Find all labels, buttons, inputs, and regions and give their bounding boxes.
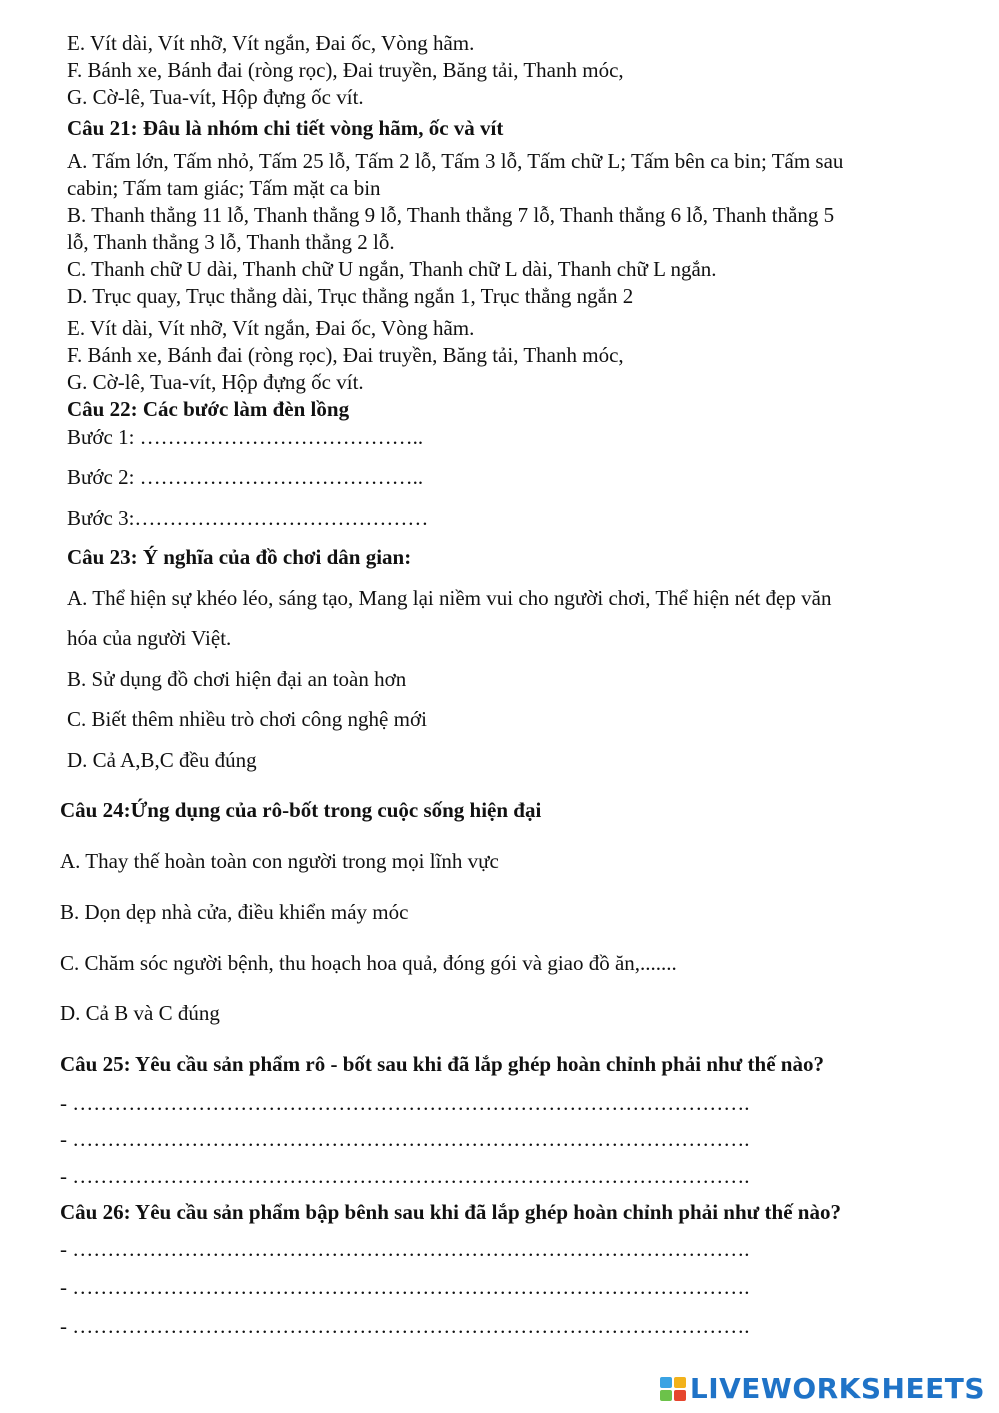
q21-option-d: D. Trục quay, Trục thẳng dài, Trục thẳng ngắn 1, Trục thẳng ngắn 2 [67, 284, 634, 308]
q22-step-1[interactable]: Bước 1: ………………………………….. [67, 425, 424, 449]
logo-text: LIVEWORKSHEETS [689, 1372, 985, 1405]
question-25-title: Câu 25: Yêu cầu sản phẩm rô - bốt sau khi đã lắp ghép hoàn chỉnh phải như thế nào? [60, 1052, 824, 1076]
q21-option-c: C. Thanh chữ U dài, Thanh chữ U ngắn, Thanh chữ L dài, Thanh chữ L ngắn. [67, 257, 717, 281]
q21-option-a: A. Tấm lớn, Tấm nhỏ, Tấm 25 lỗ, Tấm 2 lỗ, Tấm 3 lỗ, Tấm chữ L; Tấm bên ca bin; Tấm sau [67, 149, 844, 173]
logo-square-1 [660, 1377, 672, 1388]
q25-answer-line-3[interactable]: - ……………………………………………………………………………………. [60, 1164, 750, 1188]
q20-option-f: F. Bánh xe, Bánh đai (ròng rọc), Đai truyền, Băng tải, Thanh móc, [67, 58, 624, 82]
logo-square-2 [674, 1377, 686, 1388]
question-21-title: Câu 21: Đâu là nhóm chi tiết vòng hãm, ốc và vít [67, 116, 504, 140]
question-22-title: Câu 22: Các bước làm đèn lồng [67, 397, 350, 421]
q21-option-b: B. Thanh thẳng 11 lỗ, Thanh thẳng 9 lỗ, Thanh thẳng 7 lỗ, Thanh thẳng 6 lỗ, Thanh thẳng 5 [67, 203, 835, 227]
q24-option-a: A. Thay thế hoàn toàn con người trong mọi lĩnh vực [60, 849, 499, 873]
logo-square-3 [660, 1390, 672, 1401]
q23-option-a: A. Thể hiện sự khéo léo, sáng tạo, Mang lại niềm vui cho người chơi, Thể hiện nét đẹp văn [67, 586, 832, 610]
q22-step-2[interactable]: Bước 2: ………………………………….. [67, 465, 424, 489]
q20-option-g: G. Cờ-lê, Tua-vít, Hộp đựng ốc vít. [67, 85, 364, 109]
q21-option-g: G. Cờ-lê, Tua-vít, Hộp đựng ốc vít. [67, 370, 364, 394]
q24-option-b: B. Dọn dẹp nhà cửa, điều khiển máy móc [60, 900, 409, 924]
q23-option-c: C. Biết thêm nhiều trò chơi công nghệ mới [67, 707, 427, 731]
q26-answer-line-3[interactable]: - ……………………………………………………………………………………. [60, 1314, 750, 1338]
q25-answer-line-1[interactable]: - ……………………………………………………………………………………. [60, 1091, 750, 1115]
q22-step-3[interactable]: Bước 3:…………………………………… [67, 506, 429, 530]
q25-answer-line-2[interactable]: - ……………………………………………………………………………………. [60, 1127, 750, 1151]
q21-option-b-cont: lỗ, Thanh thẳng 3 lỗ, Thanh thẳng 2 lỗ. [67, 230, 395, 254]
q24-option-c: C. Chăm sóc người bệnh, thu hoạch hoa quả, đóng gói và giao đồ ăn,....... [60, 951, 677, 975]
q20-option-e: E. Vít dài, Vít nhỡ, Vít ngắn, Đai ốc, Vòng hãm. [67, 31, 475, 55]
logo-square-4 [674, 1390, 686, 1401]
q21-option-a-cont: cabin; Tấm tam giác; Tấm mặt ca bin [67, 176, 381, 200]
q23-option-d: D. Cả A,B,C đều đúng [67, 748, 257, 772]
question-24-title: Câu 24:Ứng dụng của rô-bốt trong cuộc sống hiện đại [60, 798, 542, 822]
q26-answer-line-2[interactable]: - ……………………………………………………………………………………. [60, 1275, 750, 1299]
q21-option-e: E. Vít dài, Vít nhỡ, Vít ngắn, Đai ốc, Vòng hãm. [67, 316, 475, 340]
question-23-title: Câu 23: Ý nghĩa của đồ chơi dân gian: [67, 545, 412, 569]
q24-option-d: D. Cả B và C đúng [60, 1001, 220, 1025]
liveworksheets-logo [660, 1372, 985, 1405]
logo-mark-icon [660, 1377, 686, 1401]
q23-option-b: B. Sử dụng đồ chơi hiện đại an toàn hơn [67, 667, 407, 691]
question-26-title: Câu 26: Yêu cầu sản phẩm bập bênh sau khi đã lắp ghép hoàn chỉnh phải như thế nào? [60, 1200, 841, 1224]
q21-option-f: F. Bánh xe, Bánh đai (ròng rọc), Đai truyền, Băng tải, Thanh móc, [67, 343, 624, 367]
q26-answer-line-1[interactable]: - ……………………………………………………………………………………. [60, 1237, 750, 1261]
q23-option-a-cont: hóa của người Việt. [67, 626, 232, 650]
